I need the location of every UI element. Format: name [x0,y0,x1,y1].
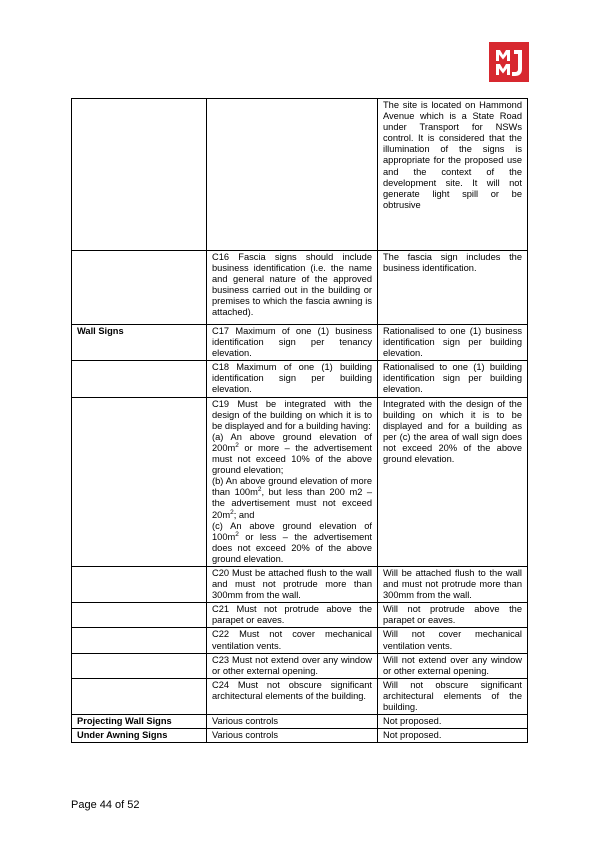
control-text: ; and (c) An above ground elevation of 100m [212,509,372,542]
section-cell [72,251,207,325]
control-cell [207,397,378,566]
table-row [72,361,528,397]
control-cell: Various controls [207,729,378,743]
section-cell [72,566,207,602]
control-cell [207,99,378,251]
response-cell: Will not obscure significant architectural elements of the building. [378,678,528,714]
table-row [72,397,528,566]
section-cell: Under Awning Signs [72,729,207,743]
control-cell: C17 Maximum of one (1) business identification sign per tenancy elevation. [207,325,378,361]
signage-controls-table [71,98,528,743]
table-row [72,678,528,714]
page-number: Page 44 of 52 [71,799,140,811]
section-cell [72,397,207,566]
section-cell: Wall Signs [72,325,207,361]
table-row [72,715,528,729]
control-cell: C22 Must not cover mechanical ventilation vents. [207,628,378,653]
section-cell [72,628,207,653]
superscript: 2 [235,530,239,538]
control-text: or more – the advertisement must not exceed 10% of the above ground elevation; (b) An above ground elevation of more than 100m [212,442,372,498]
response-cell: Will not protrude above the parapet or eaves. [378,603,528,628]
response-cell: Not proposed. [378,729,528,743]
table-row [72,99,528,251]
response-cell: Integrated with the design of the building on which it is to be displayed and for a building as per (c) the area of wall sign does not exceed 20% of the above ground elevation. [378,397,528,566]
response-cell: Will not extend over any window or other external opening. [378,653,528,678]
control-text: or less – the advertisement does not exceed 20% of the above ground elevation. [212,531,372,564]
control-cell: C21 Must not protrude above the parapet or eaves. [207,603,378,628]
superscript: 2 [235,441,239,449]
section-cell [72,653,207,678]
control-cell: C20 Must be attached flush to the wall and must not protrude more than 300mm from the wall. [207,566,378,602]
control-cell: C23 Must not extend over any window or other external opening. [207,653,378,678]
section-cell [72,361,207,397]
control-cell: C16 Fascia signs should include business identification (i.e. the name and general nature of the approved business carried out in the building or premises to which the fascia awning is attached). [207,251,378,325]
response-cell: The fascia sign includes the business identification. [378,251,528,325]
section-cell [72,678,207,714]
section-cell [72,603,207,628]
response-cell: Will be attached flush to the wall and must not protrude more than 300mm from the wall. [378,566,528,602]
control-text: , but less than 200 m2 – the advertisement must not exceed 20m [212,487,372,520]
response-cell: Rationalised to one (1) building identification sign per building elevation. [378,361,528,397]
table-row [72,729,528,743]
superscript: 2 [230,508,234,516]
table-row [72,628,528,653]
superscript: 2 [257,486,262,494]
control-cell: Various controls [207,715,378,729]
response-cell: Not proposed. [378,715,528,729]
table-row [72,325,528,361]
response-cell: Rationalised to one (1) business identification sign per building elevation. [378,325,528,361]
control-text: C19 Must be integrated with the design of the building on which it is to be displayed and for a building having: (a) An above ground elevation of 200m [212,398,372,453]
table-row [72,603,528,628]
control-cell: C18 Maximum of one (1) building identification sign per building elevation. [207,361,378,397]
table-row [72,653,528,678]
section-cell [72,99,207,251]
table-row [72,251,528,325]
mmj-logo [489,42,529,82]
control-cell: C24 Must not obscure significant architectural elements of the building. [207,678,378,714]
mmj-logo-mark [489,42,529,82]
response-cell: The site is located on Hammond Avenue which is a State Road under Transport for NSWs control. It is considered that the illumination of the signs is appropriate for the proposed use and the context of the development site. It will not generate light spill or be obtrusive [378,99,528,251]
section-cell: Projecting Wall Signs [72,715,207,729]
table-row [72,566,528,602]
response-cell: Will not cover mechanical ventilation vents. [378,628,528,653]
